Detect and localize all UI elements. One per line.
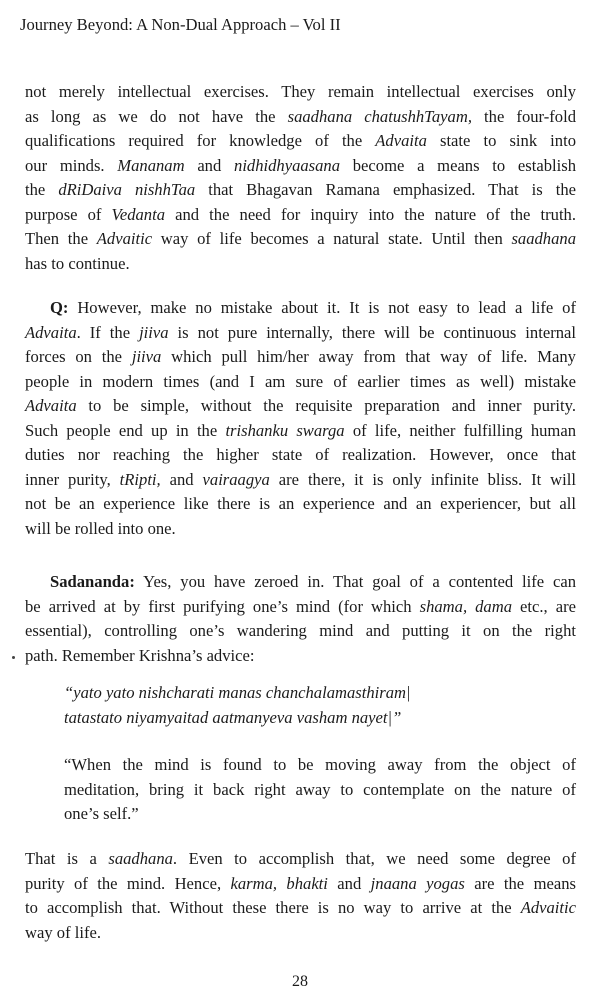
text-line: meditation, bring it back right away to contemplate on the nature of bbox=[64, 779, 576, 799]
paragraph-3 bbox=[25, 570, 576, 668]
margin-dot bbox=[12, 656, 15, 659]
text-line: Such people end up in the trishanku swarga of life, neither fulfilling human bbox=[25, 420, 576, 440]
text-line: Sadananda: Yes, you have zeroed in. That goal of a contented life can bbox=[50, 572, 576, 591]
text-line: purity of the mind. Hence, karma, bhakti and jnaana yogas are the means bbox=[25, 873, 576, 893]
sanskrit-verse bbox=[64, 681, 411, 730]
speaker-label: Sadananda: bbox=[50, 572, 135, 591]
text-line: Q: However, make no mistake about it. It is not easy to lead a life of bbox=[50, 298, 576, 317]
text-line: has to continue. bbox=[25, 253, 130, 273]
text-line: That is a saadhana. Even to accomplish that, we need some degree of bbox=[25, 849, 576, 868]
text-line: will be rolled into one. bbox=[25, 518, 176, 538]
text-line: forces on the jiiva which pull him/her away from that way of life. Many bbox=[25, 347, 576, 366]
verse-line: tatastato niyamyaitad aatmanyeva vasham nayet|” bbox=[64, 707, 402, 727]
text-line: purpose of Vedanta and the need for inquiry into the nature of the truth. bbox=[25, 204, 576, 224]
text-line: not merely intellectual exercises. They remain intellectual exercises only bbox=[25, 82, 576, 101]
text-line: “When the mind is found to be moving away from the object of bbox=[64, 755, 576, 774]
text-line: to accomplish that. Without these there is no way to arrive at the Advaitic bbox=[25, 898, 576, 917]
text-line: qualifications required for knowledge of the Advaita state to sink into bbox=[25, 131, 577, 150]
paragraph-2 bbox=[25, 296, 576, 541]
text-line: essential), controlling one’s wandering mind and putting it on the right bbox=[25, 621, 576, 640]
text-line: Advaita. If the jiiva is not pure internally, there will be continuous internal bbox=[25, 322, 576, 342]
text-line: Advaita to be simple, without the requisite preparation and inner purity. bbox=[25, 396, 576, 415]
text-line: duties nor reaching the higher state of realization. However, once that bbox=[25, 445, 576, 464]
text-line: path. Remember Krishna’s advice: bbox=[25, 645, 255, 665]
text-line: one’s self.” bbox=[64, 804, 139, 823]
paragraph-4 bbox=[25, 847, 576, 945]
text-line: way of life. bbox=[25, 922, 102, 942]
text-line: Then the Advaitic way of life becomes a natural state. Until then saadhana bbox=[25, 229, 576, 248]
text-line: be arrived at by first purifying one’s mind (for which shama, dama etc., are bbox=[25, 596, 576, 616]
running-head: Journey Beyond: A Non-Dual Approach – Vol II bbox=[20, 15, 341, 34]
text-line: inner purity, tRipti, and vairaagya are there, it is only infinite bliss. It will bbox=[25, 469, 576, 489]
text-line: the dRiDaiva nishhTaa that Bhagavan Ramana emphasized. That is the bbox=[25, 180, 576, 199]
speaker-label: Q: bbox=[50, 298, 69, 317]
verse-translation bbox=[64, 753, 576, 827]
text-line: people in modern times (and I am sure of earlier times as well) mistake bbox=[25, 371, 576, 391]
text-line: our minds. Mananam and nidhidhyaasana become a means to establish bbox=[25, 155, 576, 175]
text-line: as long as we do not have the saadhana chatushhTayam, the four-fold bbox=[25, 106, 576, 126]
paragraph-1 bbox=[25, 80, 576, 276]
text-line: not be an experience like there is an experience and an experiencer, but all bbox=[25, 494, 576, 513]
verse-line: “yato yato nishcharati manas chanchalamasthiram| bbox=[64, 683, 411, 702]
page-number: 28 bbox=[292, 973, 308, 990]
